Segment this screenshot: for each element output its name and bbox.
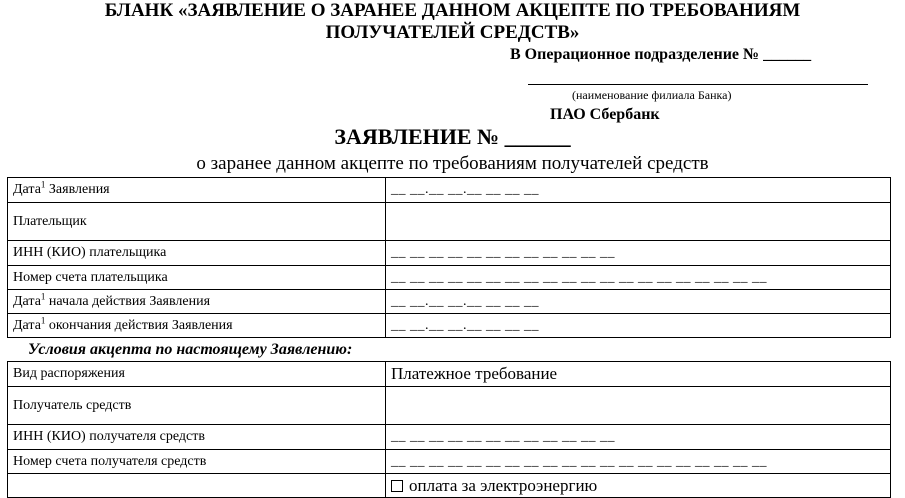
acceptance-conditions-table	[7, 361, 891, 498]
form-title-line2: ПОЛУЧАТЕЛЕЙ СРЕДСТВ»	[325, 22, 580, 43]
table-row	[8, 387, 891, 425]
start-date-label: Дата$^1$ начала действия Заявления	[8, 290, 386, 314]
recipient-account-field[interactable]: __ __ __ __ __ __ __ __ __ __ __ __ __ __ __ __ __ __ __ __	[386, 450, 891, 474]
table-row	[8, 362, 891, 387]
table-row	[8, 203, 891, 241]
order-type-label: Вид распоряжения	[8, 362, 386, 387]
payer-account-field[interactable]: __ __ __ __ __ __ __ __ __ __ __ __ __ __ __ __ __ __ __ __	[386, 266, 891, 290]
recipient-account-label: Номер счета получателя средств	[8, 450, 386, 474]
conditions-title: Условия акцепта по настоящему Заявлению:	[28, 341, 353, 358]
table-row	[8, 425, 891, 450]
payment-purpose-label	[8, 474, 386, 498]
payer-label: Плательщик	[8, 203, 386, 241]
table-row	[8, 290, 891, 314]
table-row	[8, 266, 891, 290]
payer-info-table	[7, 177, 891, 338]
recipient-inn-label: ИНН (КИО) получателя средств	[8, 425, 386, 450]
table-row	[8, 178, 891, 203]
branch-name-hint: (наименование филиала Банка)	[572, 88, 732, 102]
recipient-label: Получатель средств	[8, 387, 386, 425]
payer-inn-label: ИНН (КИО) плательщика	[8, 241, 386, 266]
end-date-field[interactable]: __ __.__ __.__ __ __ __	[386, 314, 891, 338]
form-title-line1: БЛАНК «ЗАЯВЛЕНИЕ О ЗАРАНЕЕ ДАННОМ АКЦЕПТЕ ПО ТРЕБОВАНИЯМ	[104, 0, 801, 21]
start-date-field[interactable]: __ __.__ __.__ __ __ __	[386, 290, 891, 314]
table-row	[8, 450, 891, 474]
table-row	[8, 314, 891, 338]
order-type-value: Платежное требование	[386, 362, 891, 387]
payer-field[interactable]	[386, 203, 891, 241]
department-line: В Операционное подразделение № ______	[510, 46, 812, 63]
footnote-mark: 1	[40, 179, 46, 190]
electricity-option-label: оплата за электроэнергию	[409, 476, 598, 495]
end-date-label: Дата$^1$ окончания действия Заявления	[8, 314, 386, 338]
statement-heading: ЗАЯВЛЕНИЕ № ______	[334, 124, 571, 149]
electricity-checkbox[interactable]	[391, 480, 403, 492]
statement-date-field[interactable]: __ __.__ __.__ __ __ __	[386, 178, 891, 203]
statement-date-label: Дата$^1$ Заявления	[8, 178, 386, 203]
recipient-field[interactable]	[386, 387, 891, 425]
footnote-mark: 1	[40, 290, 46, 301]
payer-account-label: Номер счета плательщика	[8, 266, 386, 290]
branch-name-line	[528, 84, 868, 85]
table-row	[8, 474, 891, 498]
table-row	[8, 241, 891, 266]
bank-name: ПАО Сбербанк	[550, 106, 660, 123]
payer-inn-field[interactable]: __ __ __ __ __ __ __ __ __ __ __ __	[386, 241, 891, 266]
statement-subheading: о заранее данном акцепте по требованиям получателей средств	[196, 153, 709, 174]
recipient-inn-field[interactable]: __ __ __ __ __ __ __ __ __ __ __ __	[386, 425, 891, 450]
footnote-mark: 1	[40, 314, 46, 325]
payment-purpose-cell	[386, 474, 891, 498]
